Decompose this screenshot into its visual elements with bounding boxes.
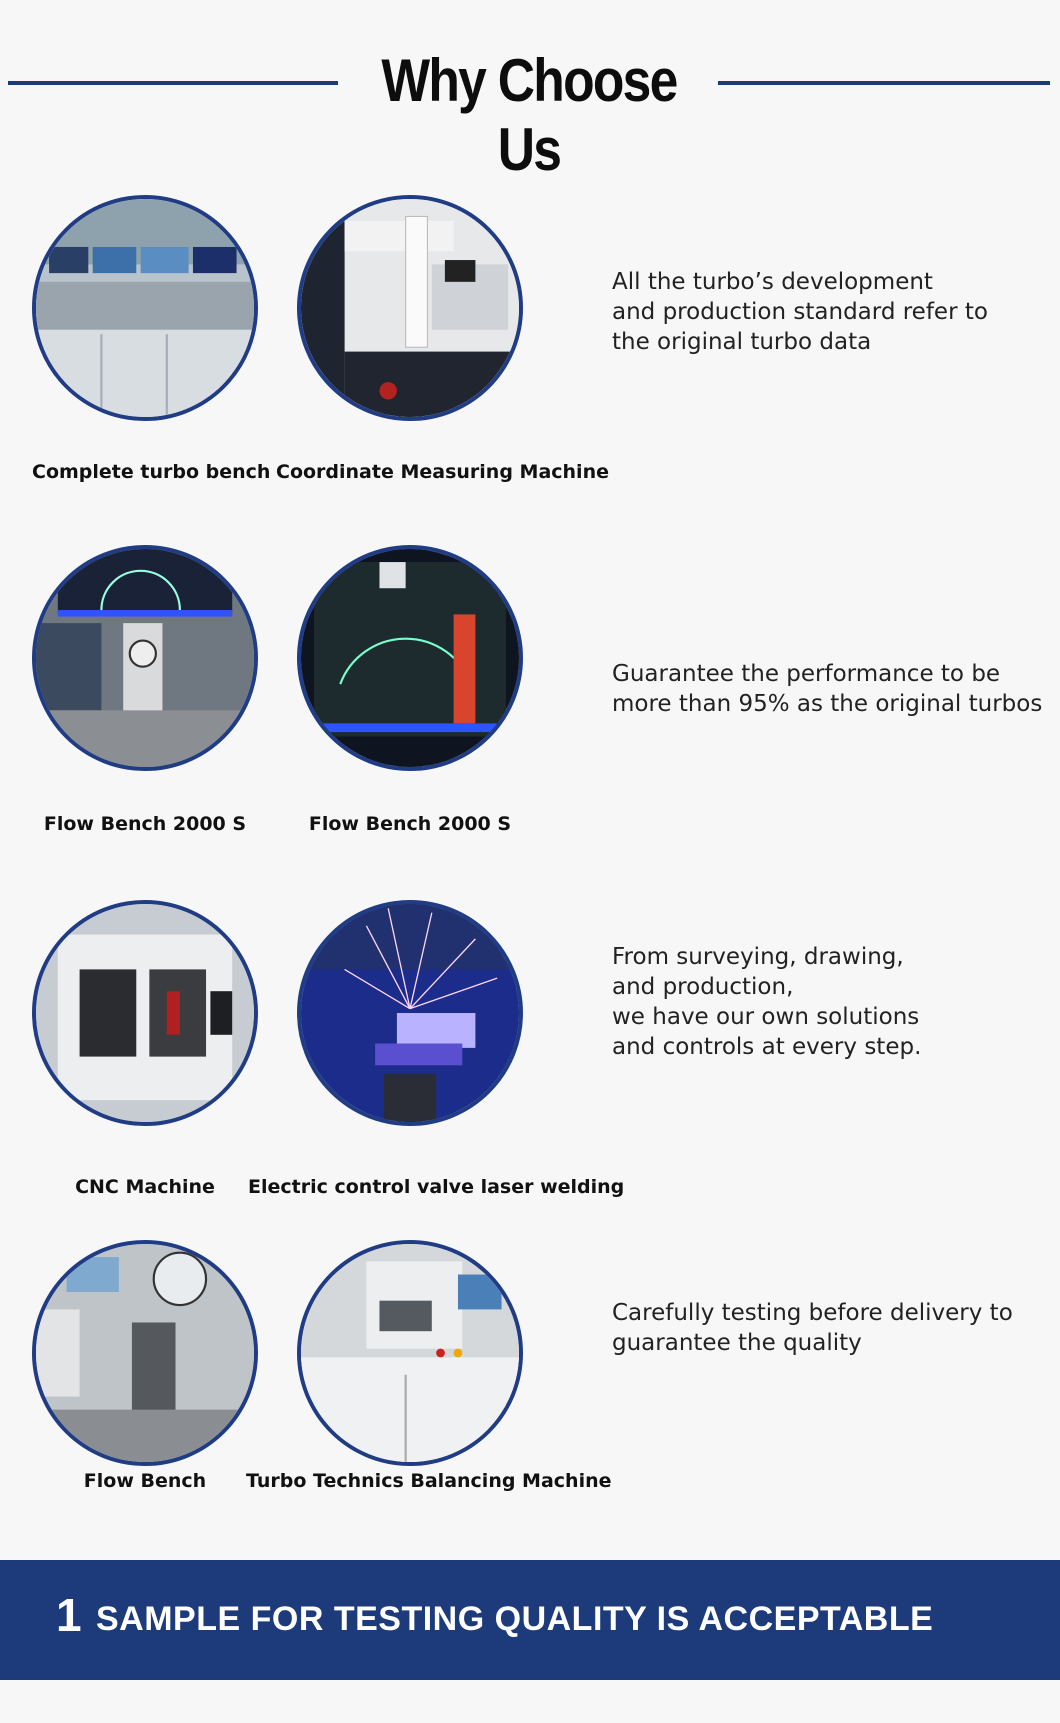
row-1-description [612, 267, 1052, 357]
caption-cnc-machine: CNC Machine [75, 1176, 215, 1198]
header-divider-left [8, 81, 338, 85]
description-line: Carefully testing before delivery to [612, 1300, 1013, 1326]
description-line: the original turbo data [612, 329, 872, 355]
laser-welding-photo [297, 900, 523, 1126]
caption-flow-bench: Flow Bench [83, 1470, 207, 1492]
header-divider-right [718, 81, 1050, 85]
caption-flow-bench-2000s-1: Flow Bench 2000 S [43, 813, 247, 835]
turbo-bench-photo [32, 195, 258, 421]
flow-bench-2000s-photo-2 [297, 545, 523, 771]
flow-bench-2000s-photo-1 [32, 545, 258, 771]
description-line: and controls at every step. [612, 1034, 922, 1060]
description-line: All the turbo’s development [612, 269, 933, 295]
caption-complete-turbo-bench: Complete turbo bench [32, 461, 271, 483]
description-line: more than 95% as the original turbos [612, 691, 1043, 717]
row-2-description [612, 659, 1052, 719]
caption-laser-welding: Electric control valve laser welding [248, 1176, 625, 1198]
row-3-description [612, 942, 1052, 1062]
sample-banner [0, 1560, 1060, 1680]
feature-row-1 [0, 195, 1060, 525]
cnc-machine-photo [32, 900, 258, 1126]
balancing-machine-photo [297, 1240, 523, 1466]
feature-row-3 [0, 900, 1060, 1230]
feature-row-2 [0, 545, 1060, 875]
page-title: Why Choose Us [381, 47, 677, 183]
flow-bench-photo [32, 1240, 258, 1466]
cmm-photo [297, 195, 523, 421]
caption-coordinate-measuring-machine: Coordinate Measuring Machine [276, 461, 609, 483]
section-header [0, 40, 1060, 183]
description-line: guarantee the quality [612, 1330, 862, 1356]
banner-text: SAMPLE FOR TESTING QUALITY IS ACCEPTABLE [96, 1600, 934, 1638]
description-line: and production standard refer to [612, 299, 988, 325]
description-line: we have our own solutions [612, 1004, 920, 1030]
caption-flow-bench-2000s-2: Flow Bench 2000 S [308, 813, 512, 835]
feature-row-4 [0, 1240, 1060, 1570]
row-4-description [612, 1298, 1052, 1358]
caption-balancing-machine: Turbo Technics Balancing Machine [246, 1470, 612, 1492]
description-line: and production, [612, 974, 794, 1000]
description-line: Guarantee the performance to be [612, 661, 1001, 687]
banner-number: 1 [56, 1589, 82, 1641]
description-line: From surveying, drawing, [612, 944, 904, 970]
